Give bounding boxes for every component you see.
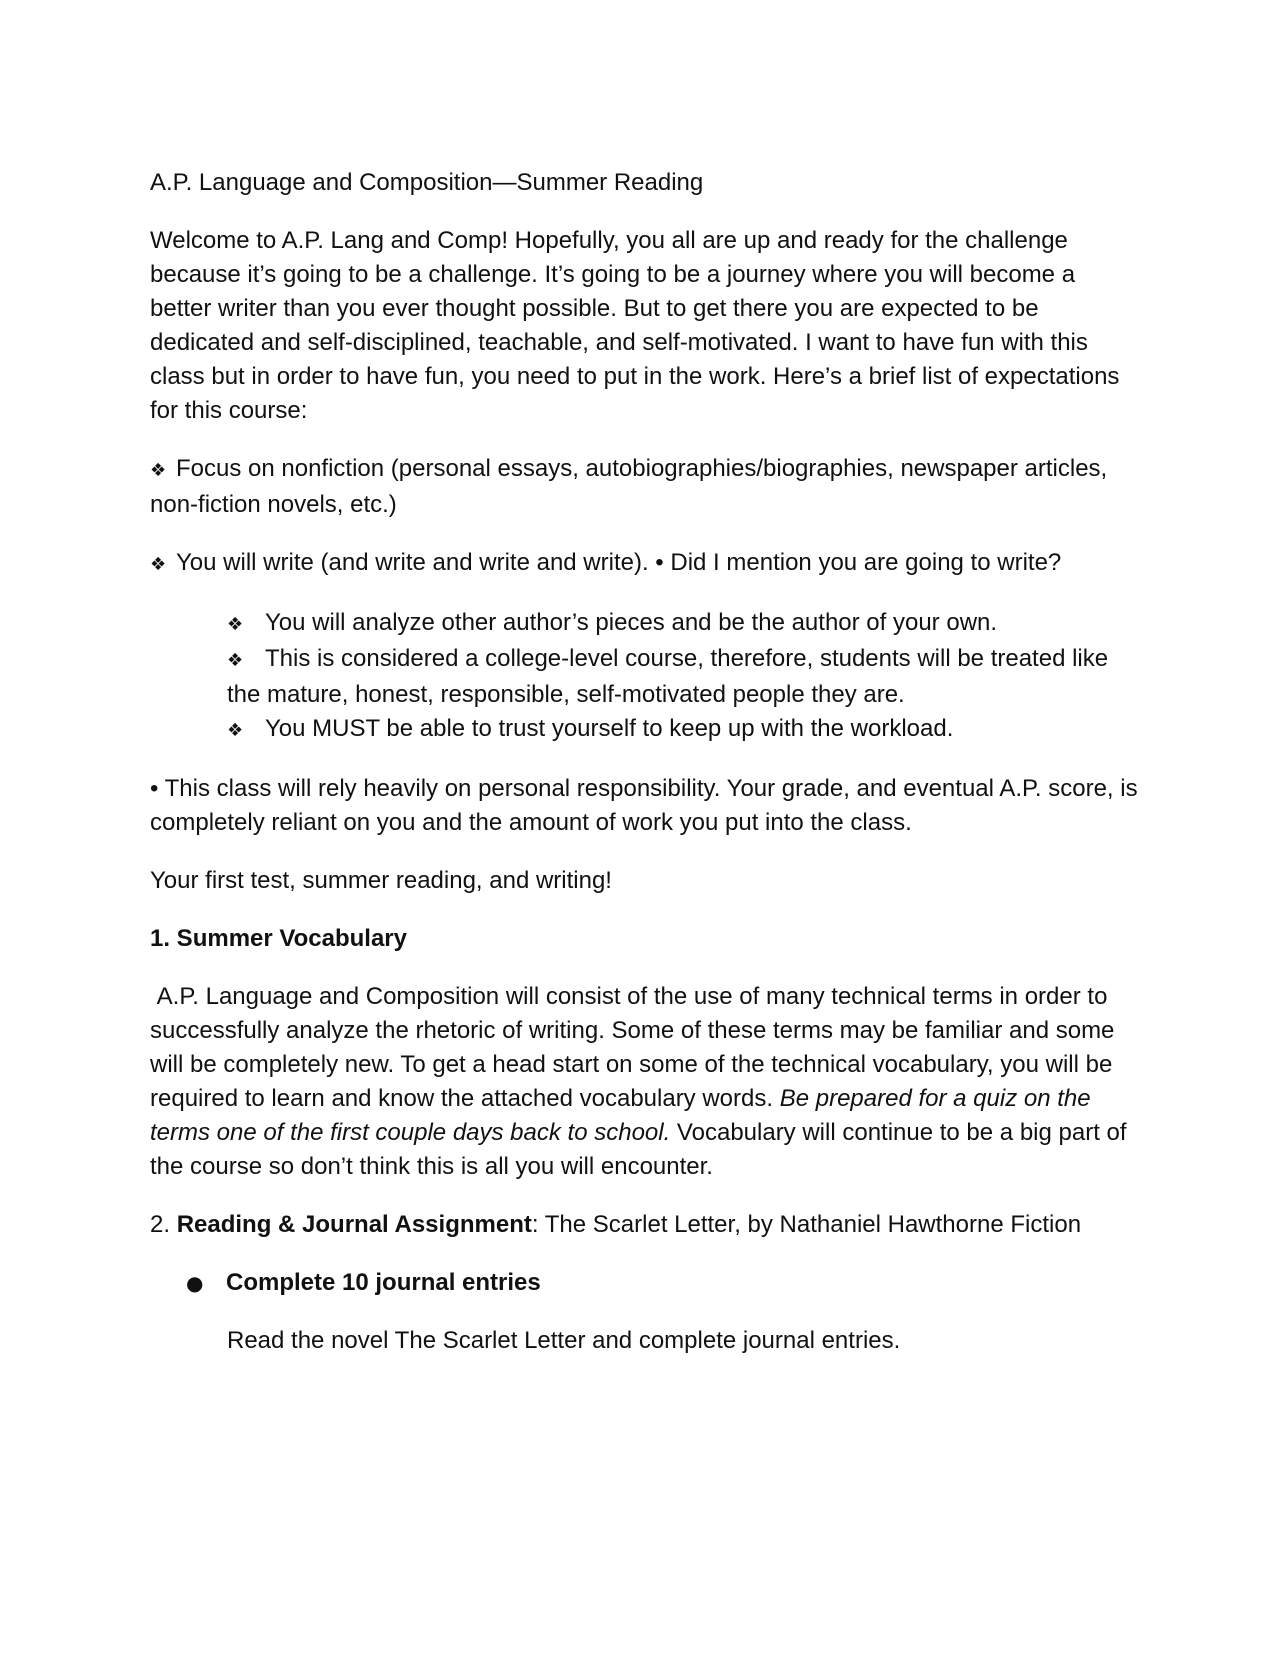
list-item-text: You MUST be able to trust yourself to keep up with the workload. xyxy=(265,715,954,742)
list-item-text: This is considered a college-level course, therefore, students will be treated like the mature, honest, responsible, self-motivated people they are. xyxy=(227,645,1109,708)
first-test-line: Your first test, summer reading, and writing! xyxy=(150,867,612,894)
expectation-sublist xyxy=(150,606,1140,748)
assignment-task: Complete 10 journal entries xyxy=(226,1269,541,1296)
quiz-notice: Be prepared for a quiz on the terms one of the first couple days back to school. xyxy=(150,1085,1091,1146)
list-item xyxy=(227,712,1140,748)
expectation-text: Focus on nonfiction (personal essays, autobiographies/biographies, newspaper articles, non-fiction novels, etc.) xyxy=(150,455,1108,518)
assignment-instruction: Read the novel The Scarlet Letter and complete journal entries. xyxy=(227,1327,901,1354)
diamond-bullet-icon: ❖ xyxy=(227,650,244,671)
list-item xyxy=(227,642,1140,712)
list-item-text: You will analyze other author’s pieces and be the author of your own. xyxy=(265,609,998,636)
document-page xyxy=(150,166,1140,1358)
section-1-body-start: A.P. Language and Composition will consist of the use of many technical terms in order to successfully analyze the rhetoric of writing. Some of these terms may be familiar and some will be completely new. To get a head start on some of the technical vocabulary, you will be required to learn and know the attached vocabulary words. xyxy=(150,983,1115,1112)
responsibility-paragraph: • This class will rely heavily on personal responsibility. Your grade, and eventual A.P. score, is completely reliant on you and the amount of work you put into the class. xyxy=(150,775,1138,836)
section-2-number: 2. xyxy=(150,1211,177,1238)
section-2-title: Reading & Journal Assignment xyxy=(176,1211,532,1238)
assignment-list xyxy=(150,1266,1140,1300)
section-1-body xyxy=(150,980,1140,1184)
list-item xyxy=(186,1266,1140,1300)
document-title: A.P. Language and Composition—Summer Reading xyxy=(150,169,704,196)
diamond-bullet-icon: ❖ xyxy=(227,720,244,741)
expectation-text: You will write (and write and write and write). • Did I mention you are going to write? xyxy=(176,549,1062,576)
diamond-bullet-icon: ❖ xyxy=(150,554,167,575)
diamond-bullet-icon: ❖ xyxy=(227,614,244,635)
section-2-book: : The Scarlet Letter, by Nathaniel Hawthorne Fiction xyxy=(531,1211,1082,1238)
bullet-dot-icon: ● xyxy=(186,1271,204,1295)
section-2-heading xyxy=(150,1208,1140,1242)
expectation-item xyxy=(150,452,1140,522)
list-item xyxy=(227,606,1140,642)
diamond-bullet-icon: ❖ xyxy=(150,460,167,481)
expectation-item xyxy=(150,546,1140,582)
intro-paragraph: Welcome to A.P. Lang and Comp! Hopefully, you all are up and ready for the challenge because it’s going to be a challenge. It’s going to be a journey where you will become a better writer than you ever thought possible. But to get there you are expected to be dedicated and self-disciplined, teachable, and self-motivated. I want to have fun with this class but in order to have fun, you need to put in the work. Here’s a brief list of expectations for this course: xyxy=(150,227,1120,424)
section-1-body-end: Vocabulary will continue to be a big part of the course so don’t think this is all you will encounter. xyxy=(150,1119,1127,1180)
section-1-heading: 1. Summer Vocabulary xyxy=(150,925,407,952)
